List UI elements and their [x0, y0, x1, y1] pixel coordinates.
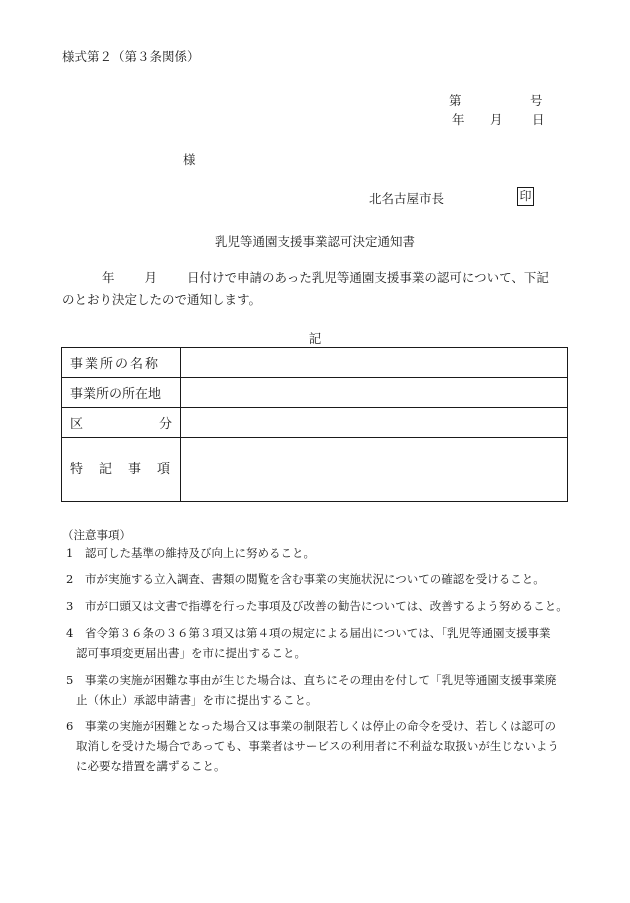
- note-number: 3: [66, 599, 74, 613]
- addressee-suffix: 様: [183, 152, 196, 167]
- special-notes-value[interactable]: [181, 438, 568, 502]
- note-item-5: [62, 670, 557, 710]
- note-text-continued: 取消しを受けた場合であっても、事業者はサービスの利用者に不利益な取扱いが生じないよう: [76, 739, 559, 753]
- note-number: 1: [66, 546, 74, 560]
- note-item-6: [62, 716, 559, 776]
- note-number: 5: [66, 673, 74, 687]
- row-label-category: [62, 408, 181, 438]
- document-number-suffix: 号: [530, 93, 543, 108]
- document-number-label: 第: [449, 93, 462, 108]
- form-number: 様式第２（第３条関係）: [62, 49, 200, 64]
- date-year-label: 年: [452, 112, 465, 127]
- table-row: [62, 438, 568, 502]
- note-item-4: [62, 623, 551, 663]
- category-label-char-1: 区: [70, 417, 84, 432]
- note-text: 省令第３６条の３６第３項又は第４項の規定による届出については、「乳児等通園支援事業: [85, 626, 551, 640]
- row-label-facility-address: 事業所の所在地: [62, 378, 181, 408]
- special-notes-char-2: 記: [98, 462, 112, 477]
- body-month-label: 月: [144, 270, 158, 285]
- note-item-3: [62, 596, 568, 616]
- row-label-facility-name: 事業所の名称: [62, 348, 181, 378]
- document-title: 乳児等通園支援事業認可決定通知書: [214, 234, 415, 249]
- note-text-continued: 認可事項変更届出書」を市に提出すること。: [76, 646, 306, 660]
- note-number: 6: [66, 719, 74, 733]
- special-notes-char-1: 特: [70, 462, 84, 477]
- note-text-continued: 止（休止）承認申請書」を市に提出すること。: [76, 693, 318, 707]
- note-text: 市が実施する立入調査、書類の閲覧を含む事業の実施状況についての確認を受けること。: [85, 572, 545, 586]
- note-text: 認可した基準の維持及び向上に努めること。: [85, 546, 315, 560]
- facility-name-value[interactable]: [181, 348, 568, 378]
- note-item-2: [62, 569, 545, 589]
- seal-box: 印: [517, 187, 534, 206]
- table-row: [62, 408, 568, 438]
- category-value[interactable]: [181, 408, 568, 438]
- note-text: 市が口頭又は文書で指導を行った事項及び改善の勧告については、改善するよう努めること。: [85, 599, 568, 613]
- date-month-label: 月: [490, 112, 503, 127]
- row-label-special-notes: [62, 438, 181, 502]
- note-text: 事業の実施が困難となった場合又は事業の制限若しくは停止の命令を受け、若しくは認可の: [85, 719, 557, 733]
- date-day-label: 日: [532, 112, 545, 127]
- table-row: [62, 378, 568, 408]
- facility-address-value[interactable]: [181, 378, 568, 408]
- body-text: 日付けで申請のあった乳児等通園支援事業の認可について、下記: [187, 270, 549, 285]
- note-number: 2: [66, 572, 74, 586]
- body-paragraph-line-2: のとおり決定したので通知します。: [62, 292, 262, 307]
- special-notes-char-4: 項: [156, 462, 170, 477]
- body-year-label: 年: [102, 270, 115, 285]
- category-label-char-2: 分: [158, 417, 172, 432]
- note-number: 4: [66, 626, 74, 640]
- special-notes-char-3: 事: [127, 462, 141, 477]
- issuer-name: 北名古屋市長: [369, 191, 445, 206]
- details-table: [61, 347, 568, 502]
- ki-heading: 記: [308, 331, 322, 346]
- note-text-continued: に必要な措置を講ずること。: [76, 759, 226, 773]
- note-text: 事業の実施が困難な事由が生じた場合は、直ちにその理由を付して「乳児等通園支援事業廃: [85, 673, 557, 687]
- note-item-1: [62, 543, 315, 563]
- table-row: [62, 348, 568, 378]
- body-paragraph-line-1: [62, 268, 549, 286]
- notes-heading: （注意事項）: [62, 528, 131, 542]
